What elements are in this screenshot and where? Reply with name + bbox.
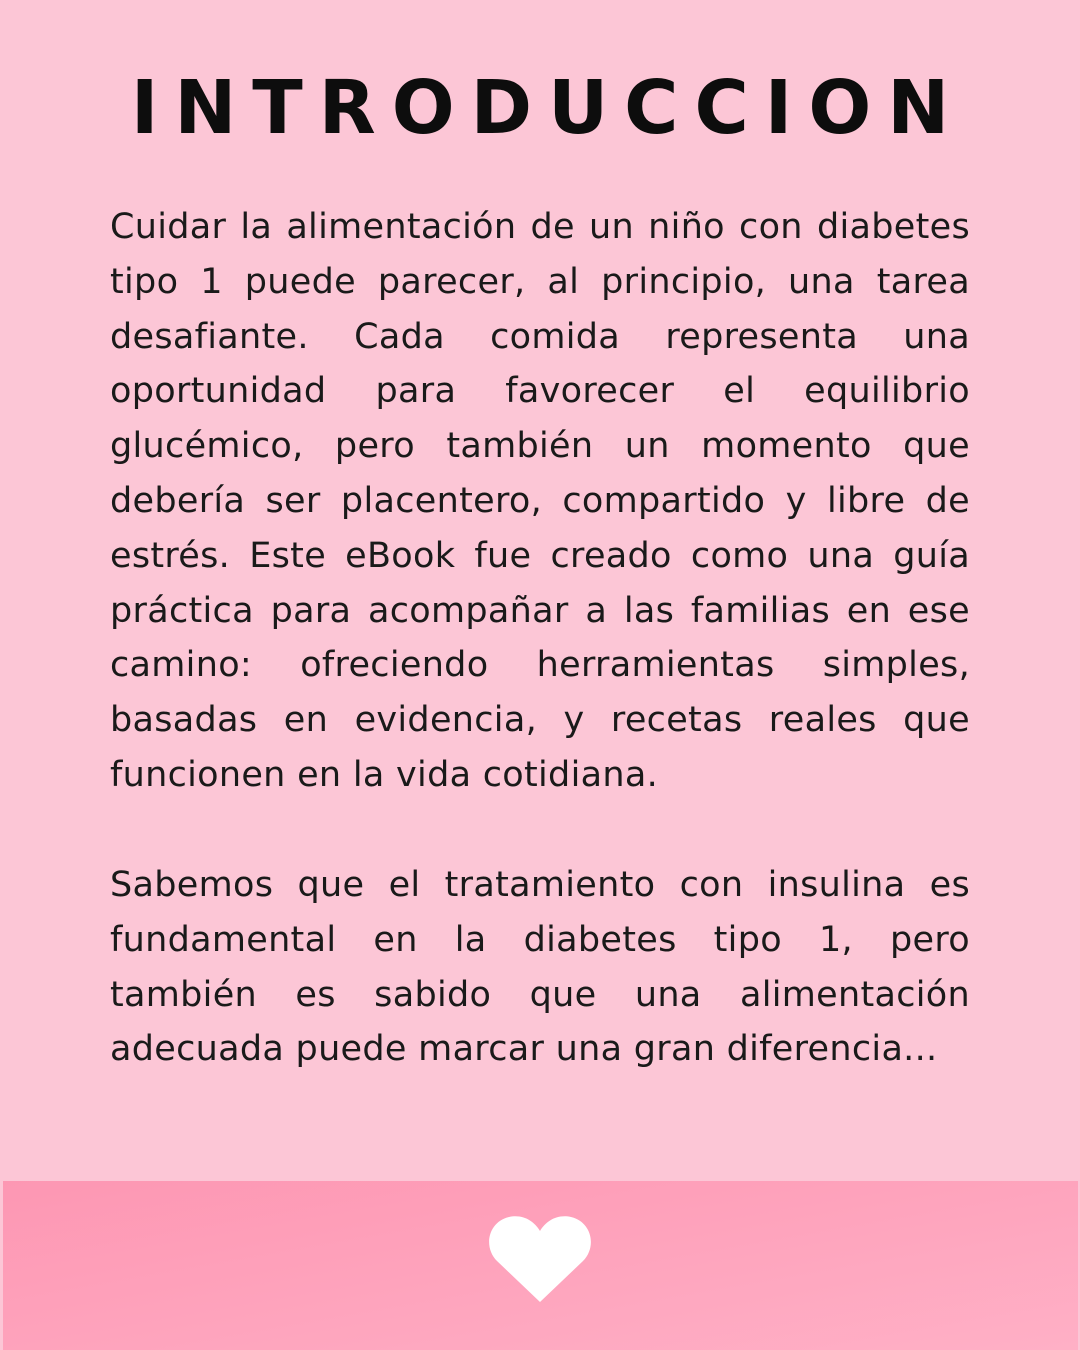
intro-paragraph-1: Cuidar la alimentación de un niño con diabetes tipo 1 puede parecer, al principio, una tarea desafiante. Cada comida representa una oportunidad para favorecer el equilibrio glucémico, pero también un momento que debería ser placentero, compartido y libre de estrés. Este eBook fue creado como una guía práctica para acompañar a las familias en ese camino: ofreciendo herramientas simples, basadas en evidencia, y recetas reales que funcionen en la vida cotidiana. — [110, 207, 970, 795]
page-title: INTRODUCCION — [130, 65, 966, 151]
heart-icon — [489, 1214, 591, 1304]
intro-paragraph-2: Sabemos que el tratamiento con insulina es fundamental en la diabetes tipo 1, pero también es sabido que una alimentación adecuada puede marcar una gran diferencia... — [110, 865, 970, 1070]
